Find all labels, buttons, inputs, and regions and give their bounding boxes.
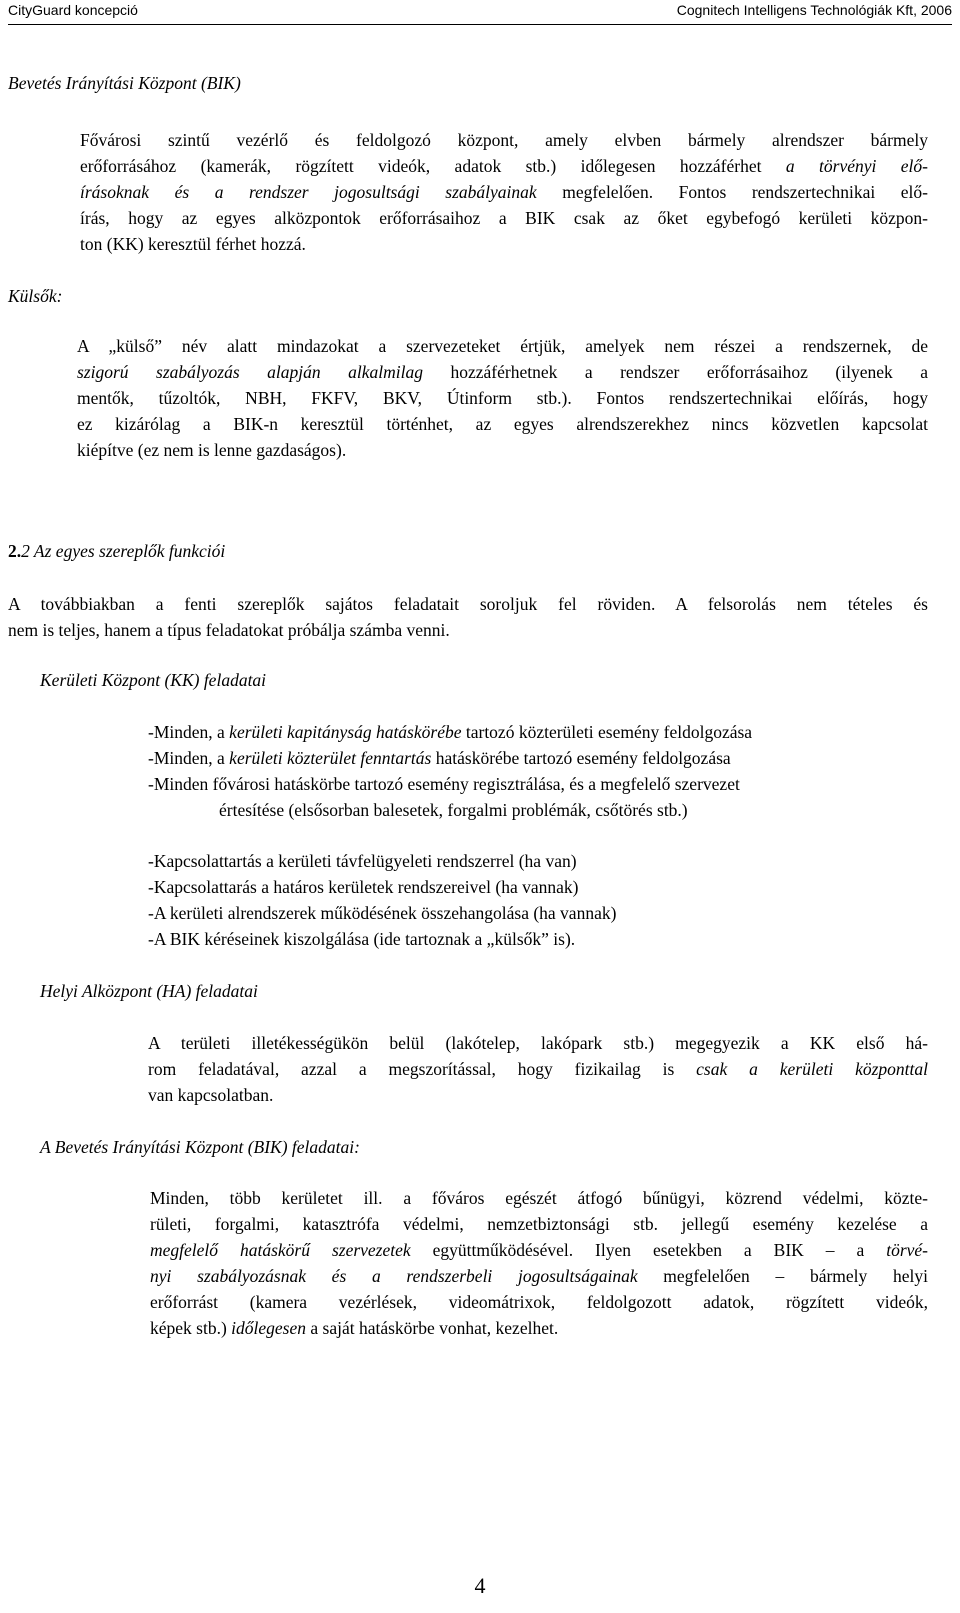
kk-item-6: -A kerületi alrendszerek működésének összehangolása (ha vannak) <box>148 903 617 923</box>
bik-tasks-line-5: erőforrást (kamera vezérlések, videomátrixok, feldolgozott adatok, rögzített videók, <box>150 1292 928 1312</box>
bik-line-1: Fővárosi szintű vezérlő és feldolgozó központ, amely elvben bármely alrendszer bármely <box>80 130 928 150</box>
kk-heading: Kerületi Központ (KK) feladatai <box>40 670 267 690</box>
section-title: 2.2 Az egyes szereplők funkciói <box>8 541 226 561</box>
kk-item-5: -Kapcsolattarás a határos kerületek rendszereivel (ha vannak) <box>148 877 579 897</box>
bik-line-5: ton (KK) keresztül férhet hozzá. <box>80 234 306 254</box>
bik-heading: Bevetés Irányítási Központ (BIK) <box>8 73 241 93</box>
bik-tasks-line-4: nyi szabályozásnak és a rendszerbeli jogosultságainak megfelelően – bármely helyi <box>150 1266 928 1286</box>
bik-tasks-line-3: megfelelő hatáskörű szervezetek együttműködésével. Ilyen esetekben a BIK – a törvé- <box>150 1240 929 1260</box>
bik-tasks-line-2: rületi, forgalmi, katasztrófa védelmi, nemzetbiztonsági stb. jellegű esemény kezelése a <box>150 1214 928 1234</box>
kk-item-7: -A BIK kéréseinek kiszolgálása (ide tartoznak a „külsők” is). <box>148 929 576 949</box>
kulsok-line-2: szigorú szabályozás alapján alkalmilag hozzáférhetnek a rendszer erőforrásaihoz (ilyenek a <box>77 362 929 382</box>
kulsok-line-5: kiépítve (ez nem is lenne gazdaságos). <box>77 440 347 460</box>
kk-item-3-cont: értesítése (elsősorban balesetek, forgalmi problémák, csőtörés stb.) <box>219 800 688 820</box>
bik-tasks-line-1: Minden, több kerületet ill. a főváros egészét átfogó bűnügyi, közrend védelmi, közte- <box>150 1188 928 1208</box>
bik-line-3: írásoknak és a rendszer jogosultsági szabályainak megfelelően. Fontos rendszertechnikai elő- <box>80 182 928 202</box>
kk-item-4: -Kapcsolattartás a kerületi távfelügyeleti rendszerrel (ha van) <box>148 851 577 871</box>
kulsok-line-4: ez kizárólag a BIK-n keresztül történhet, az egyes alrendszerekhez nincs közvetlen kapcsolat <box>77 414 928 434</box>
kk-item-1: -Minden, a kerületi kapitányság hatáskörébe tartozó közterületi esemény feldolgozása <box>148 722 753 742</box>
bik-tasks-heading: A Bevetés Irányítási Központ (BIK) feladatai: <box>40 1137 360 1157</box>
kulsok-line-1: A „külső” név alatt mindazokat a szervezeteket értjük, amelyek nem részei a rendszernek, de <box>77 336 928 356</box>
ha-line-1: A területi illetékességükön belül (lakótelep, lakópark stb.) megegyezik a KK első há- <box>148 1033 928 1053</box>
ha-line-2: rom feladatával, azzal a megszorítással, hogy fizikailag is csak a kerületi központtal <box>148 1059 928 1079</box>
bik-line-4: írás, hogy az egyes alközpontok erőforrásaihoz a BIK csak az őket egybefogó kerületi közpon- <box>80 208 928 228</box>
section-line-2: nem is teljes, hanem a típus feladatokat próbálja számba venni. <box>8 620 450 640</box>
page-number: 4 <box>474 1573 486 1598</box>
kulsok-heading: Külsők: <box>8 286 63 306</box>
ha-heading: Helyi Alközpont (HA) feladatai <box>40 981 258 1001</box>
bik-tasks-line-6: képek stb.) időlegesen a saját hatáskörbe vonhat, kezelhet. <box>150 1318 559 1338</box>
page-header <box>8 0 952 25</box>
bik-line-2: erőforrásához (kamerák, rögzített videók, adatok stb.) időlegesen hozzáférhet a törvényi elő- <box>80 156 928 176</box>
kk-item-3: -Minden fővárosi hatáskörbe tartozó esemény regisztrálása, és a megfelelő szervezet <box>148 774 740 794</box>
ha-line-3: van kapcsolatban. <box>148 1085 274 1105</box>
header-company: Cognitech Intelligens Technológiák Kft, 2006 <box>676 2 952 18</box>
kulsok-line-3: mentők, tűzoltók, NBH, FKFV, BKV, Útinform stb.). Fontos rendszertechnikai előírás, hogy <box>77 388 928 408</box>
section-line-1: A továbbiakban a fenti szereplők sajátos feladatait soroljuk fel röviden. A felsorolás nem tételes és <box>8 594 928 614</box>
kk-item-2: -Minden, a kerületi közterület fenntartás hatáskörébe tartozó esemény feldolgozása <box>148 748 731 768</box>
header-title: CityGuard koncepció <box>8 2 138 18</box>
